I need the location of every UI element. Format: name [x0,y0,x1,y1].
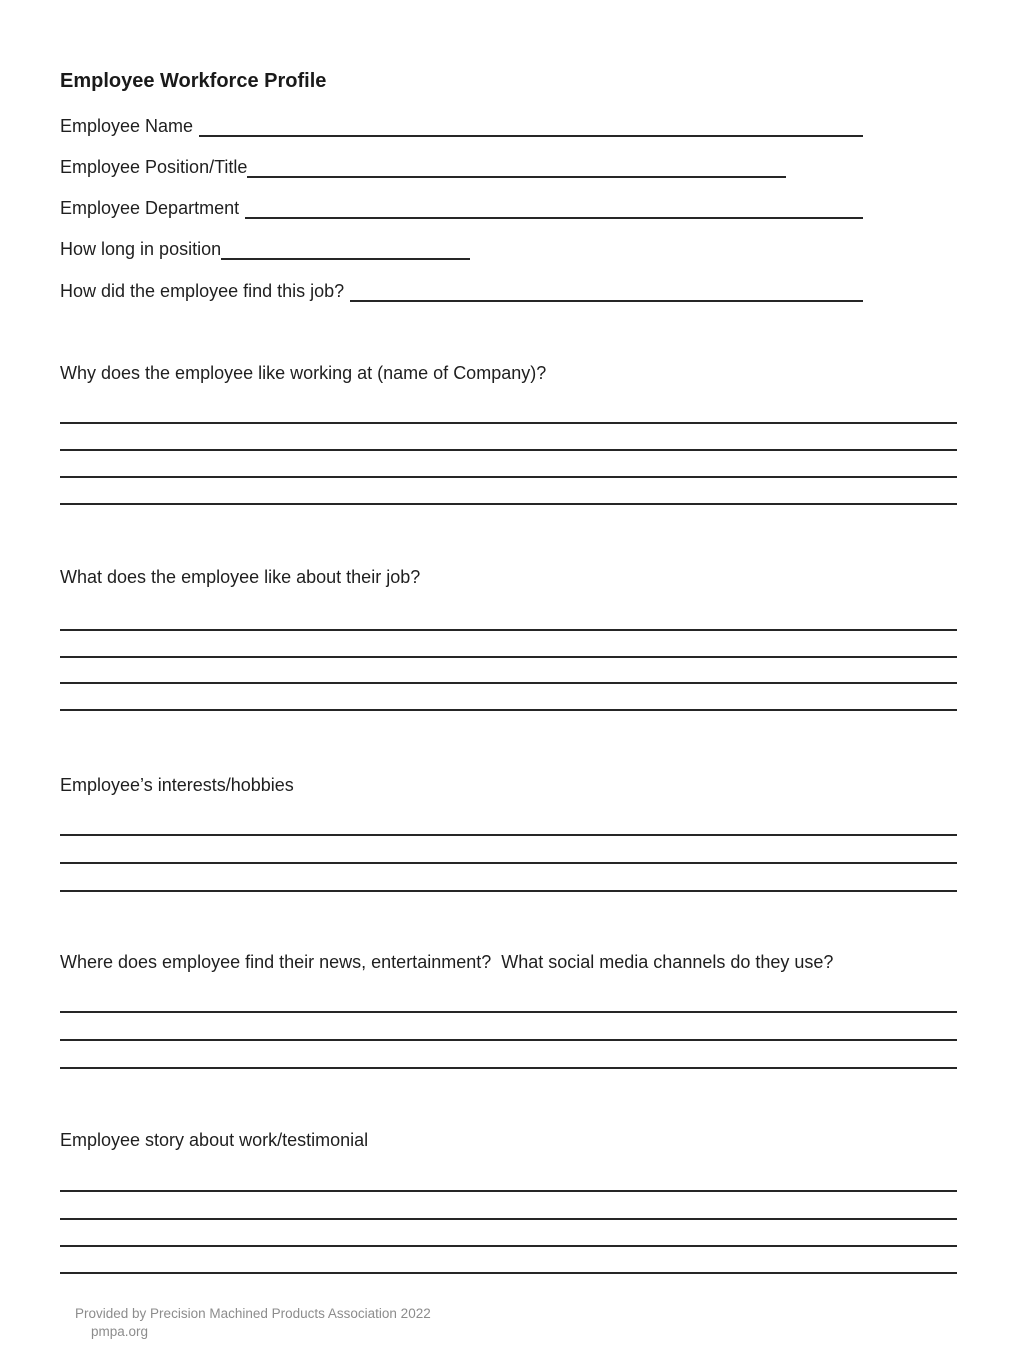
question-why-like-company: Why does the employee like working at (name of Company)? [60,363,547,383]
field-employee-position-title [60,154,786,178]
question-story-testimonial: Employee story about work/testimonial [60,1130,369,1150]
answer-line[interactable] [60,476,957,478]
answer-line[interactable] [60,503,957,505]
answer-line[interactable] [60,1245,957,1247]
answer-line[interactable] [60,834,957,836]
answer-line[interactable] [60,890,957,892]
answer-line[interactable] [60,682,957,684]
field-fill-line-how-long-in-position[interactable] [221,257,470,260]
footer-provider-text: Provided by Precision Machined Products Association 2022 [75,1306,431,1321]
answer-line[interactable] [60,1039,957,1041]
answer-line[interactable] [60,862,957,864]
footer [60,1287,431,1359]
field-employee-name [60,113,863,137]
footer-website-text: pmpa.org [91,1324,149,1339]
question-news-social-media: Where does employee find their news, entertainment? What social media channels do they use? [60,952,834,972]
answer-line[interactable] [60,1190,957,1192]
answer-line[interactable] [60,656,957,658]
answer-line[interactable] [60,1011,957,1013]
answer-line[interactable] [60,422,957,424]
field-fill-line-employee-position-title[interactable] [247,175,786,178]
answer-line[interactable] [60,449,957,451]
question-job-likes: What does the employee like about their job? [60,567,421,587]
question-interests-hobbies: Employee’s interests/hobbies [60,775,294,795]
answer-line[interactable] [60,629,957,631]
answer-line[interactable] [60,1272,957,1274]
field-label-how-found-job: How did the employee find this job? [60,281,345,301]
field-label-employee-department: Employee Department [60,198,240,218]
field-how-long-in-position [60,236,470,260]
field-fill-line-how-found-job[interactable] [350,299,863,302]
field-fill-line-employee-name[interactable] [199,134,863,137]
field-label-employee-name: Employee Name [60,116,194,136]
field-label-employee-position-title: Employee Position/Title [60,157,248,177]
form-title: Employee Workforce Profile [60,70,327,92]
field-label-how-long-in-position: How long in position [60,239,222,259]
answer-line[interactable] [60,1067,957,1069]
field-fill-line-employee-department[interactable] [245,216,863,219]
field-how-found-job [60,278,863,302]
field-employee-department [60,195,863,219]
answer-line[interactable] [60,709,957,711]
answer-line[interactable] [60,1218,957,1220]
